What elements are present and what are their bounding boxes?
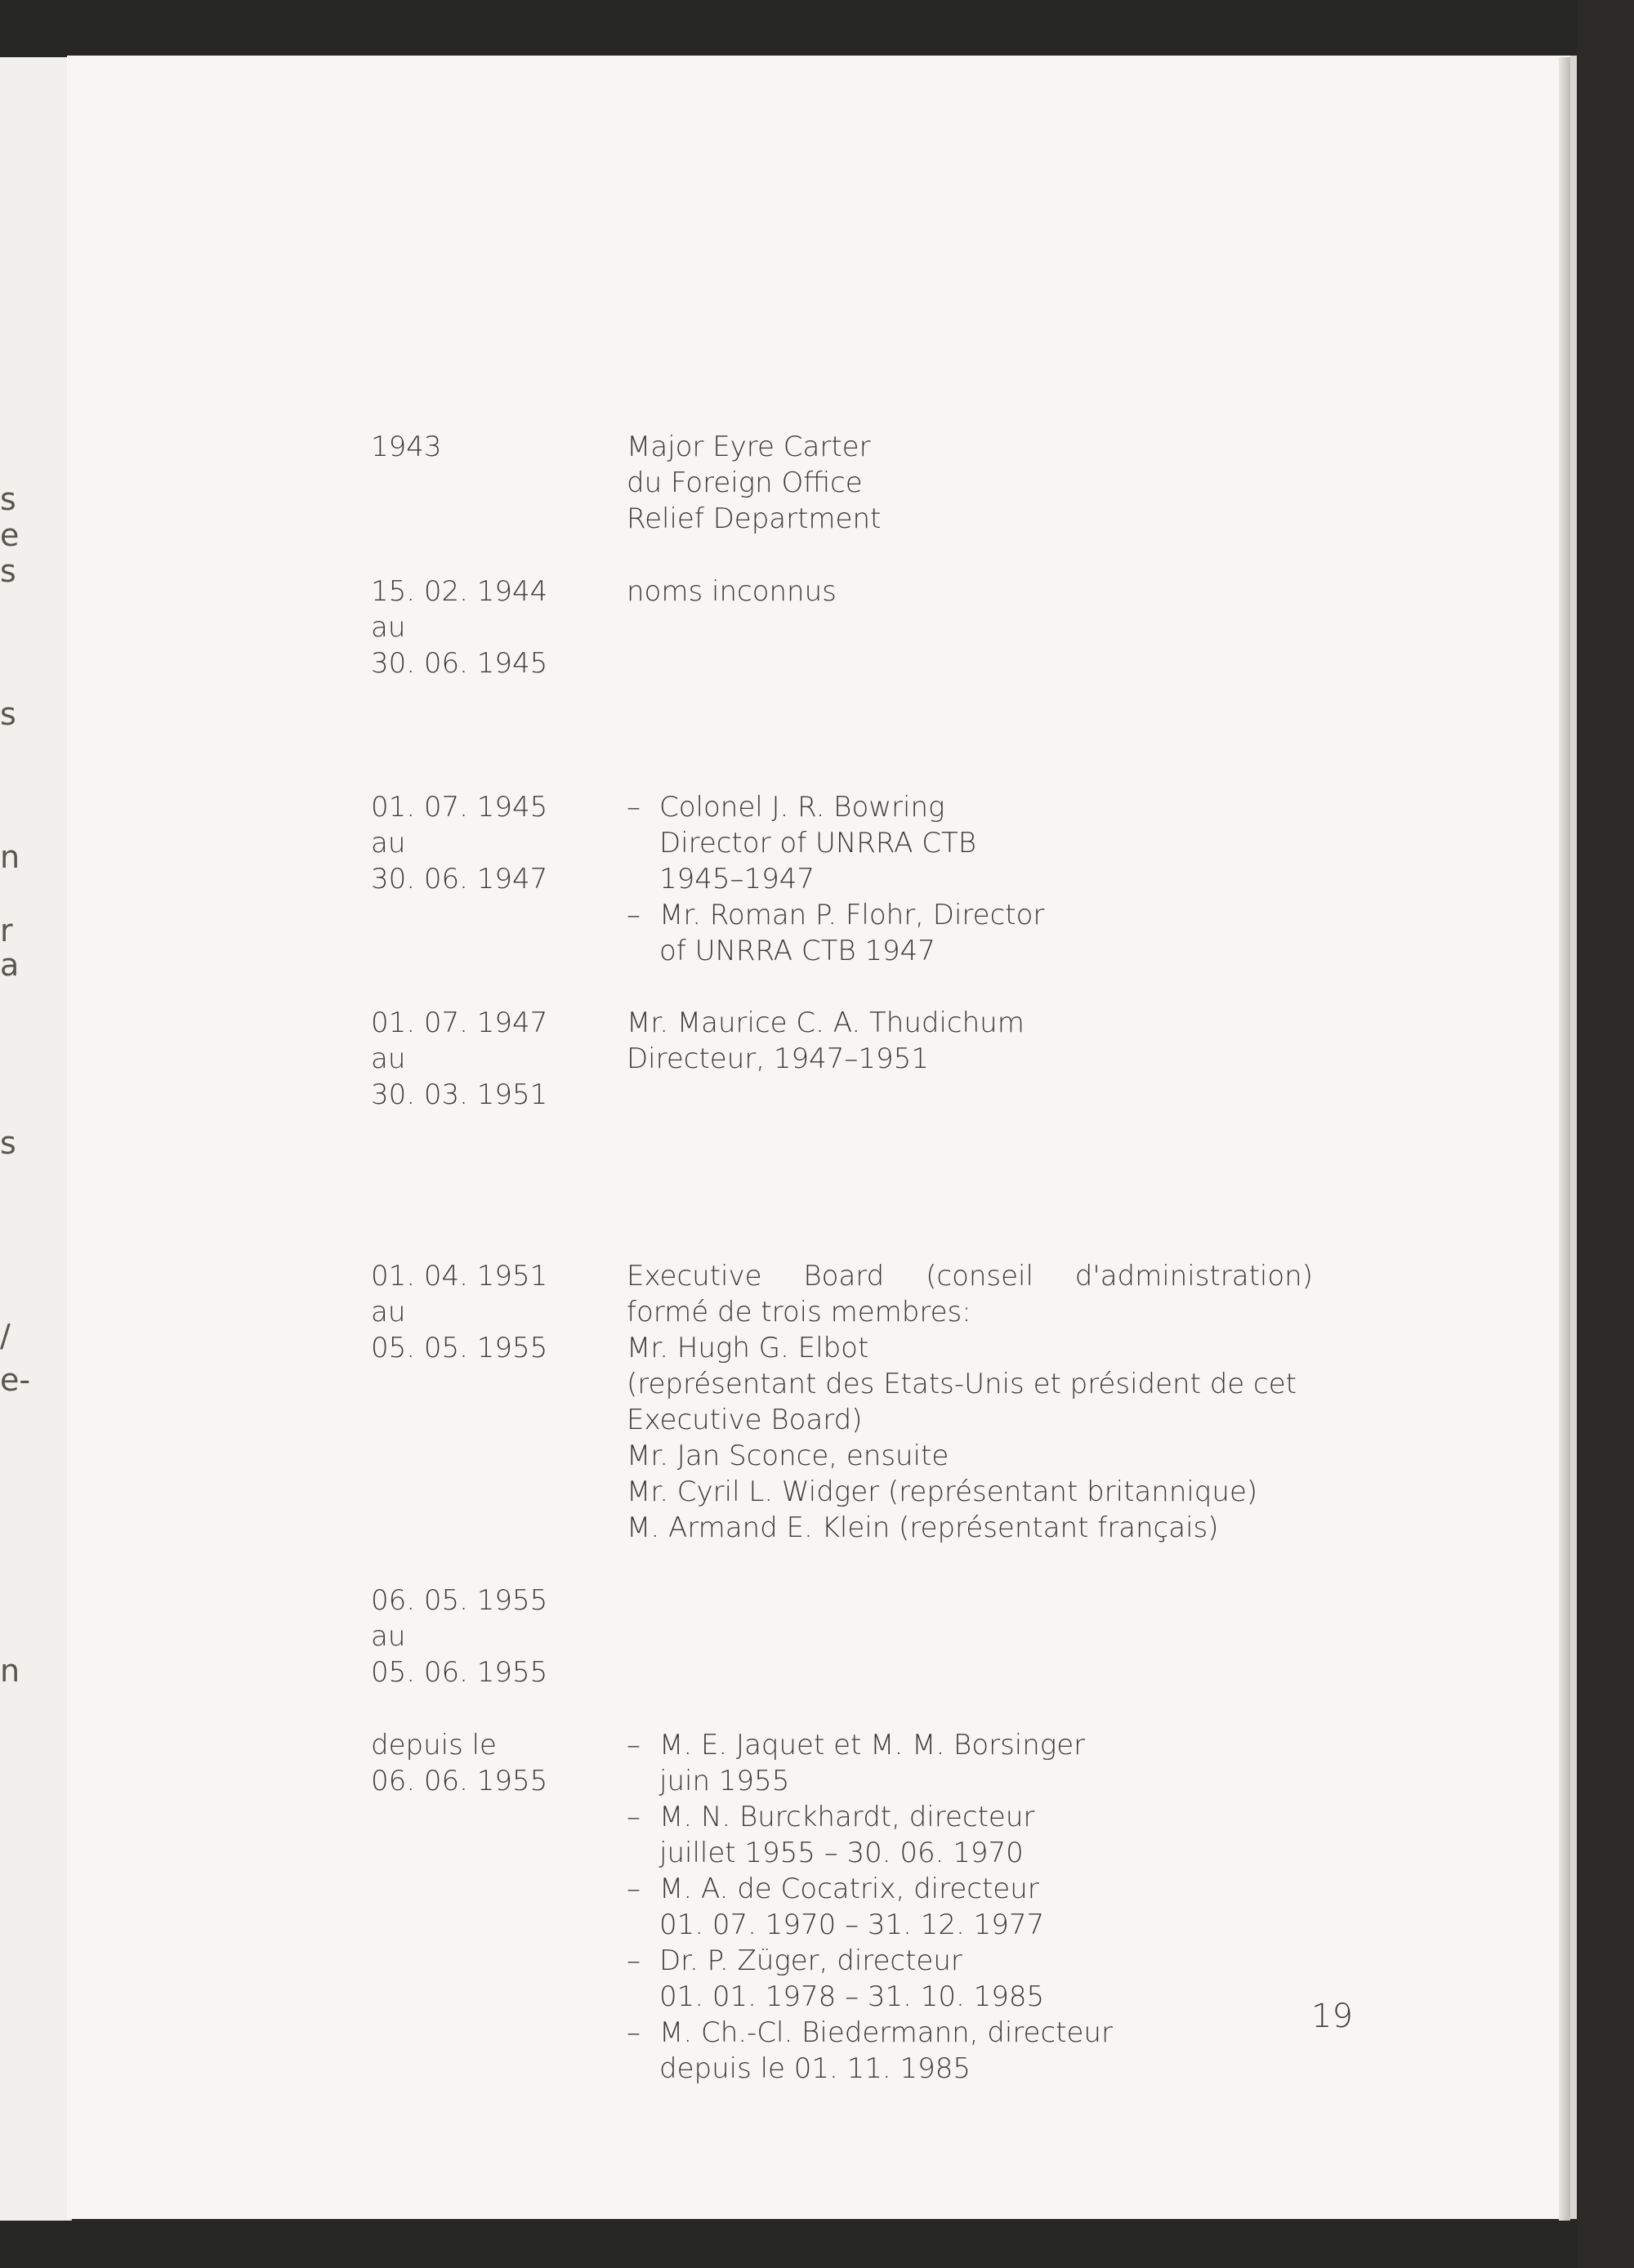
date-line: 01. 07. 1945: [371, 791, 548, 824]
text-line: (représentant des Etats-Unis et président de cet: [627, 1368, 1297, 1400]
text-line: M. Armand E. Klein (représentant français): [627, 1511, 1219, 1544]
list-item: [627, 1871, 1313, 1943]
entry-text: [627, 1005, 1313, 1077]
prev-page-fragment: e-: [0, 1362, 31, 1398]
text-word: d'administration): [1074, 1260, 1313, 1292]
scan-background-right: [1577, 0, 1634, 2268]
entry-text: [627, 429, 1313, 537]
prev-page-fragment: s: [0, 481, 16, 517]
date-line: 06. 05. 1955: [371, 1584, 548, 1617]
text-line: Directeur, 1947–1951: [627, 1042, 929, 1075]
text-line: 01. 01. 1978 – 31. 10. 1985: [659, 1980, 1045, 2013]
entry-date: [371, 789, 583, 897]
scan-background-top: [0, 0, 1634, 59]
entry-text: [627, 1727, 1313, 2087]
text-line: 1945–1947: [659, 863, 815, 895]
text-line: Mr. Maurice C. A. Thudichum: [627, 1007, 1025, 1039]
dash-bullet: –: [627, 1944, 641, 1977]
list-item: [627, 2015, 1313, 2087]
list-item: [627, 1727, 1313, 1799]
text-line: Major Eyre Carter: [627, 431, 871, 463]
text-word: Board: [803, 1260, 885, 1292]
text-line: M. N. Burckhardt, directeur: [659, 1801, 1035, 1833]
page-edge-shadow: [1559, 57, 1570, 2221]
date-line: au: [371, 1296, 406, 1328]
prev-page-fragment: n: [0, 839, 20, 875]
dash-bullet: –: [627, 1729, 641, 1761]
dash-bullet: –: [627, 1801, 641, 1833]
text-line: noms inconnus: [627, 575, 837, 608]
date-line: 06. 06. 1955: [371, 1765, 548, 1797]
text-line: Mr. Roman P. Flohr, Director: [659, 899, 1045, 931]
entry-date: [371, 574, 583, 681]
text-line: Colonel J. R. Bowring: [659, 791, 945, 824]
date-line: 01. 07. 1947: [371, 1007, 548, 1039]
text-line: Executive Board): [627, 1404, 863, 1436]
text-line: M. E. Jaquet et M. M. Borsinger: [659, 1729, 1086, 1761]
entry-text: [627, 1258, 1313, 1546]
date-line: 05. 06. 1955: [371, 1656, 548, 1689]
prev-page-fragment: /: [0, 1318, 11, 1354]
prev-page-fragment: s: [0, 696, 16, 732]
dash-bullet: –: [627, 2016, 641, 2049]
date-line: au: [371, 827, 406, 859]
dash-bullet: –: [627, 1873, 641, 1905]
scan-background-bottom: [0, 2216, 1634, 2268]
text-line: Mr. Cyril L. Widger (représentant britannique): [627, 1476, 1258, 1508]
prev-page-fragment: n: [0, 1653, 20, 1689]
prev-page-fragment: s: [0, 1125, 16, 1161]
text-word: (conseil: [926, 1260, 1034, 1292]
list-item: [627, 1799, 1313, 1871]
text-word: Executive: [627, 1260, 762, 1292]
list-item: [627, 897, 1313, 969]
entry-text: [627, 789, 1313, 969]
date-line: au: [371, 611, 406, 644]
prev-page-fragment: r: [0, 913, 13, 949]
date-line: au: [371, 1042, 406, 1075]
page-number: 19: [1311, 1998, 1353, 2035]
text-line: M. Ch.-Cl. Biedermann, directeur: [659, 2016, 1113, 2049]
entry-date: [371, 1727, 583, 1799]
previous-page-edge: [0, 57, 72, 2221]
entry-text: [627, 574, 1313, 609]
list-item: [627, 789, 1313, 897]
entry-date: [371, 1258, 583, 1366]
prev-page-fragment: s: [0, 553, 16, 589]
date-line: au: [371, 1620, 406, 1653]
text-line: of UNRRA CTB 1947: [659, 935, 935, 967]
date-line: 05. 05. 1955: [371, 1332, 548, 1364]
dash-bullet: –: [627, 791, 641, 824]
text-line: depuis le 01. 11. 1985: [659, 2052, 971, 2085]
date-line: 30. 03. 1951: [371, 1078, 548, 1111]
date-line: 30. 06. 1947: [371, 863, 548, 895]
text-line: Mr. Jan Sconce, ensuite: [627, 1440, 949, 1472]
list-item: [627, 1943, 1313, 2015]
justified-line: [627, 1258, 1313, 1294]
date-line: depuis le: [371, 1729, 497, 1761]
entry-date: [371, 1005, 583, 1113]
text-line: M. A. de Cocatrix, directeur: [659, 1873, 1039, 1905]
text-line: formé de trois membres:: [627, 1296, 971, 1328]
entry-date: [371, 429, 583, 465]
text-line: du Foreign Office: [627, 467, 863, 499]
text-line: Director of UNRRA CTB: [659, 827, 976, 859]
prev-page-fragment: a: [0, 947, 20, 983]
date-line: 30. 06. 1945: [371, 647, 548, 680]
entry-date: [371, 1583, 583, 1690]
prev-page-fragment: e: [0, 517, 20, 553]
text-line: Dr. P. Züger, directeur: [659, 1944, 962, 1977]
text-line: juin 1955: [659, 1765, 790, 1797]
dash-bullet: –: [627, 899, 641, 931]
text-line: Relief Department: [627, 502, 882, 535]
text-line: juillet 1955 – 30. 06. 1970: [659, 1837, 1024, 1869]
text-line: Mr. Hugh G. Elbot: [627, 1332, 869, 1364]
date-line: 1943: [371, 431, 442, 463]
text-line: 01. 07. 1970 – 31. 12. 1977: [659, 1909, 1045, 1941]
date-line: 01. 04. 1951: [371, 1260, 548, 1292]
date-line: 15. 02. 1944: [371, 575, 548, 608]
